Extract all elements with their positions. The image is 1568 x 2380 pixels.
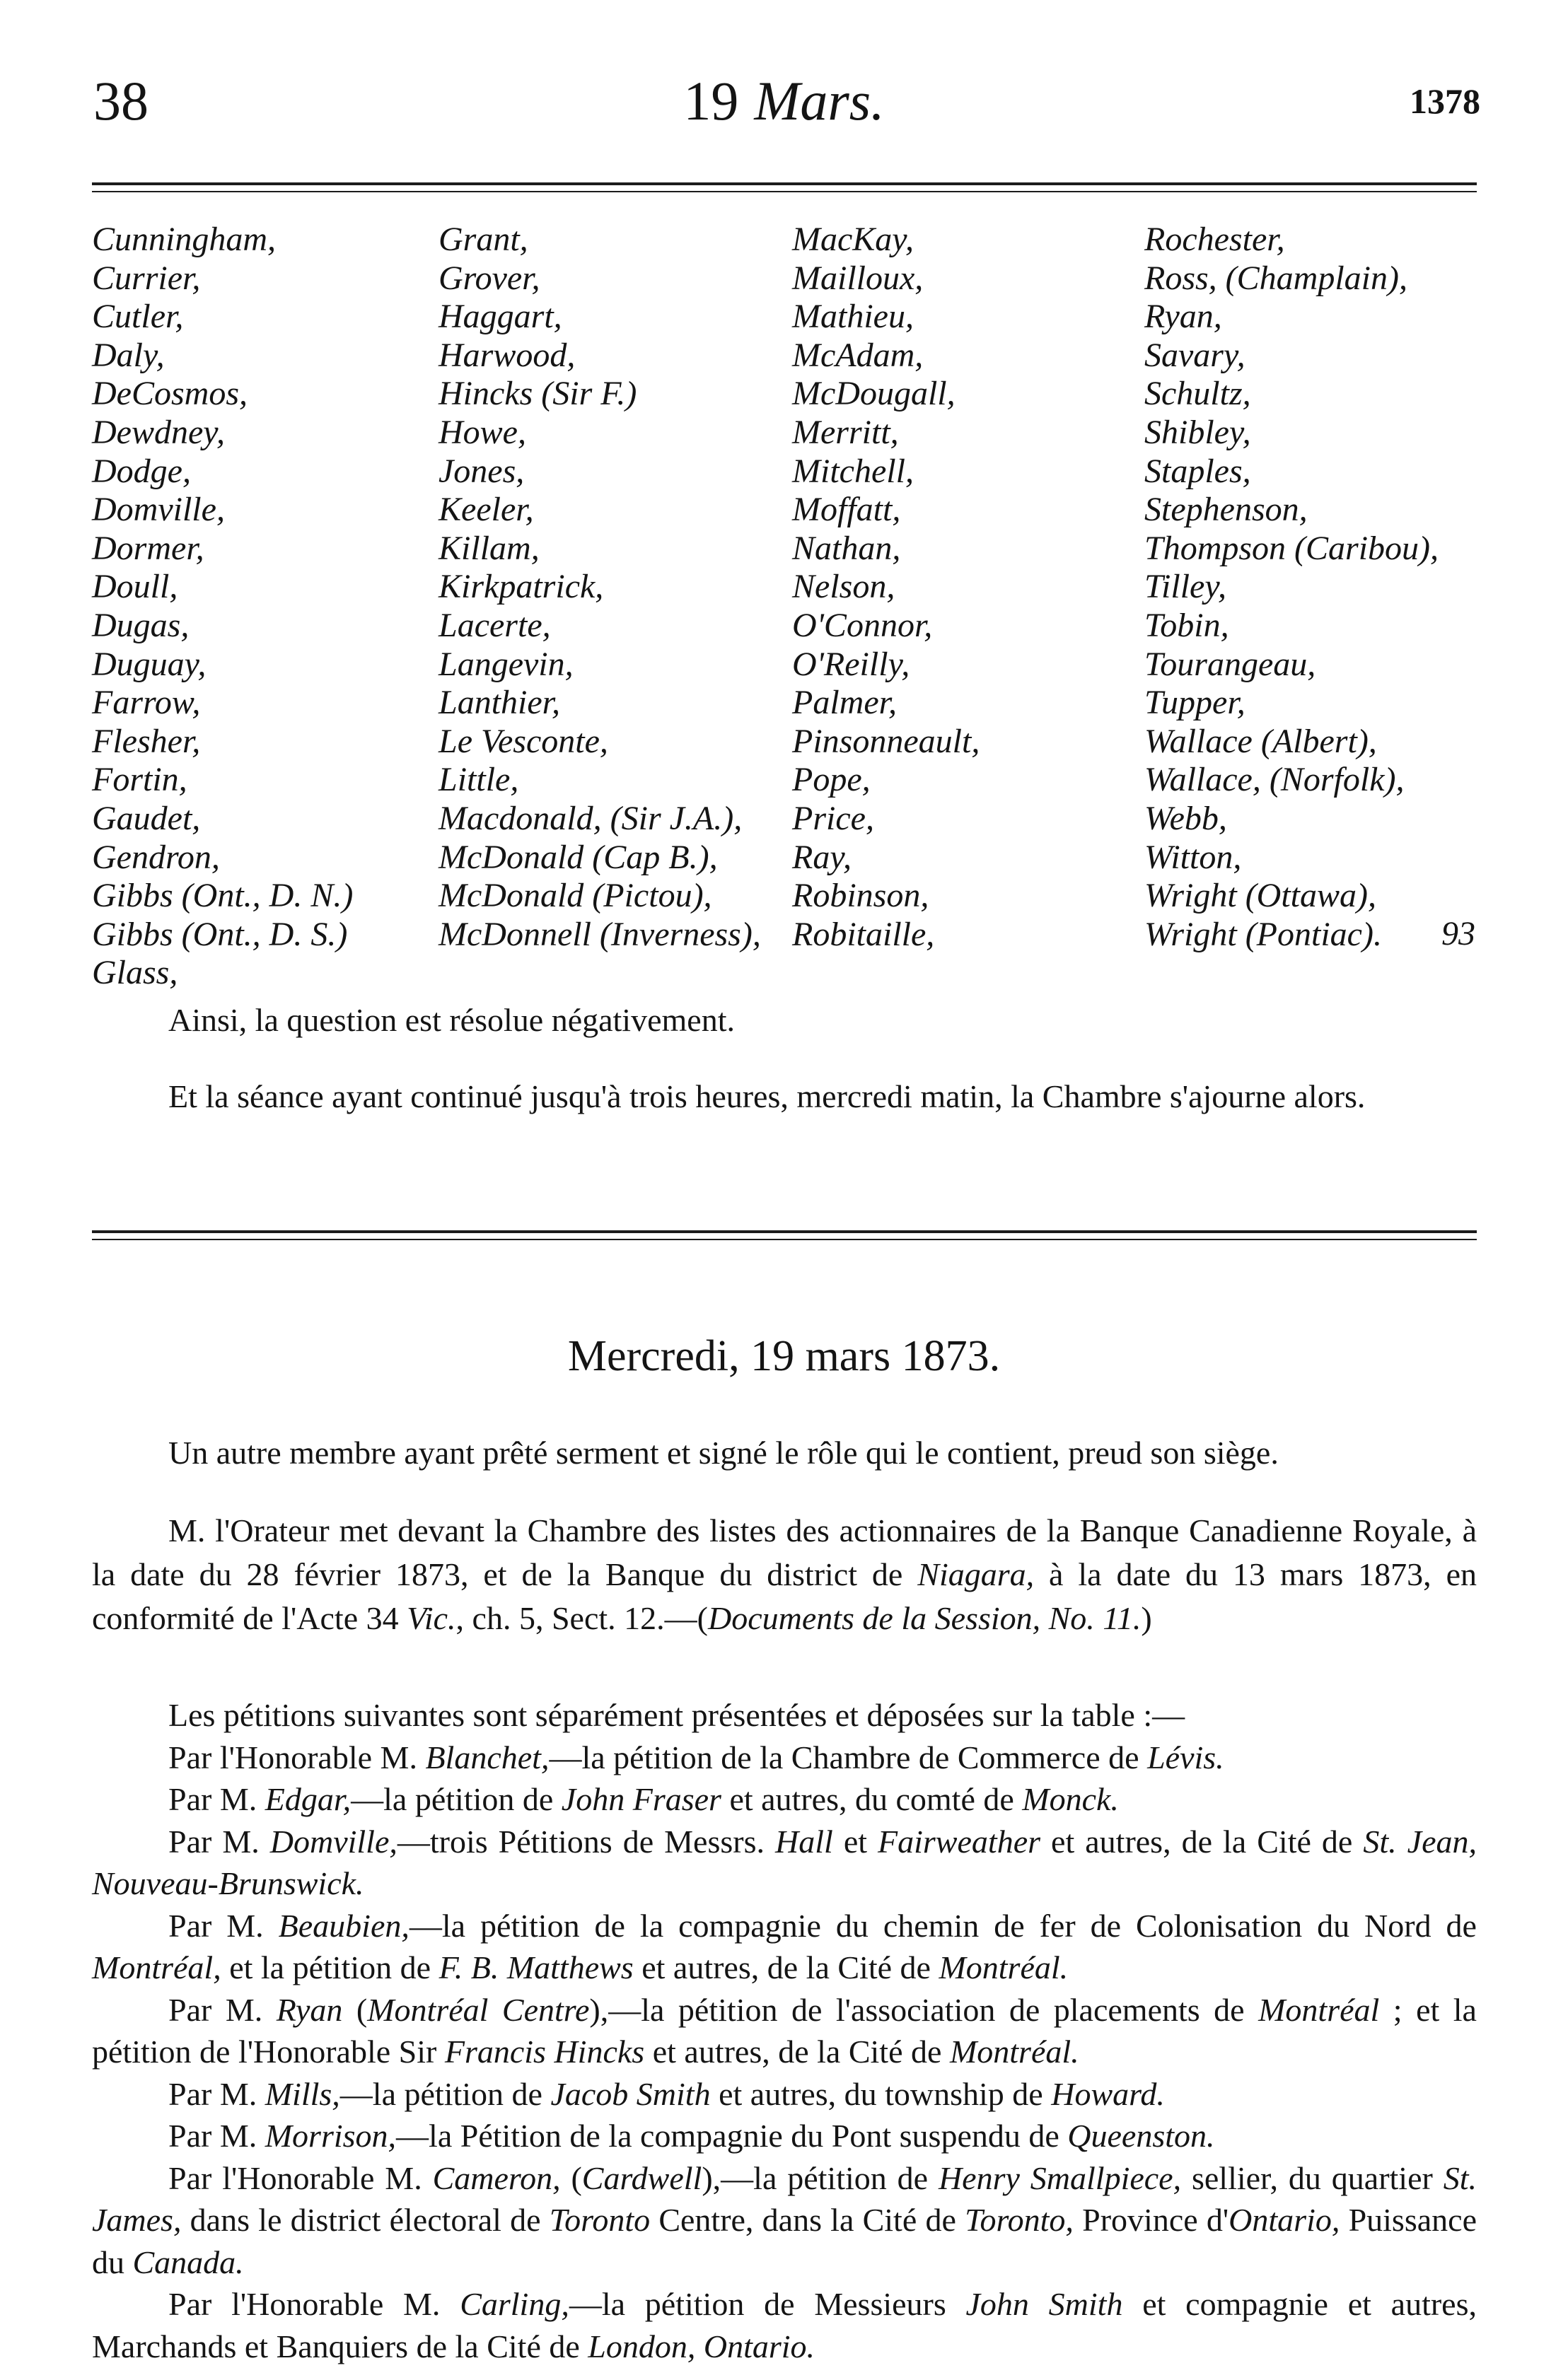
name-entry: Dormer, bbox=[92, 529, 204, 567]
member-oath-line: Un autre membre ayant prêté serment et signé le rôle qui le contient, preud son siège. bbox=[168, 1435, 1279, 1471]
petition-text: Par l'Honorable M. bbox=[168, 2159, 433, 2196]
petition-text: Par M. bbox=[168, 2075, 265, 2112]
petition-entry bbox=[92, 2073, 1477, 2116]
petition-entry bbox=[92, 2283, 1477, 2367]
names-column-4 bbox=[1144, 221, 1439, 954]
name-entry: Ray, bbox=[792, 838, 852, 876]
member-name: Morrison, bbox=[265, 2118, 397, 2154]
name-entry: Tilley, bbox=[1144, 568, 1227, 606]
name-entry: Gibbs (Ont., D. S.) bbox=[92, 915, 348, 953]
journal-number: 1378 bbox=[1410, 81, 1480, 121]
member-name: Mills, bbox=[265, 2075, 340, 2112]
place-name: Lévis. bbox=[1147, 1739, 1224, 1775]
name-entry: Wallace (Albert), bbox=[1144, 722, 1377, 760]
name-entry: Grover, bbox=[439, 259, 540, 297]
petition-text: —la pétition de Messieurs bbox=[569, 2286, 966, 2322]
name-entry: Pope, bbox=[792, 761, 871, 799]
name-entry: Little, bbox=[439, 761, 519, 799]
name-entry: McDonald (Cap B.), bbox=[439, 838, 718, 876]
petition-text: et bbox=[832, 1823, 878, 1860]
petition-text: Par M. bbox=[168, 2118, 265, 2154]
petition-text: Par l'Honorable M. bbox=[168, 1739, 426, 1775]
member-name: Beaubien, bbox=[278, 1907, 410, 1944]
petition-text: —trois Pétitions de Messrs. bbox=[397, 1823, 776, 1860]
petition-text: Par M. bbox=[168, 1823, 270, 1860]
name-entry: Howe, bbox=[439, 413, 526, 451]
petition-text: et la pétition de bbox=[221, 1949, 439, 1985]
petition-text: et compagnie et autres, Marchands et Banquiers de la Cité de bbox=[92, 2286, 1477, 2364]
name-entry: Tobin, bbox=[1144, 606, 1229, 644]
place-name: Monck. bbox=[1022, 1781, 1119, 1817]
name-entry: Flesher, bbox=[92, 722, 201, 760]
name-entry: Price, bbox=[792, 799, 874, 837]
petition-text: ( bbox=[560, 2159, 582, 2196]
petition-text: sellier, du quartier bbox=[1181, 2159, 1444, 2196]
name-entry: Lanthier, bbox=[439, 684, 561, 722]
name-entry: Gibbs (Ont., D. N.) bbox=[92, 877, 354, 915]
petitioner-name: Fairweather bbox=[878, 1823, 1041, 1860]
name-entry: Killam, bbox=[439, 529, 540, 567]
name-entry: Wright (Ottawa), bbox=[1144, 877, 1377, 915]
place-name: Ontario, bbox=[1229, 2202, 1340, 2238]
name-entry: Palmer, bbox=[792, 684, 897, 722]
member-name: Carling, bbox=[460, 2286, 569, 2322]
name-entry: Dewdney, bbox=[92, 413, 225, 451]
place-name: Toronto, bbox=[965, 2202, 1074, 2238]
name-entry: Pinsonneault, bbox=[792, 722, 980, 760]
petition-text: —la pétition de bbox=[339, 2075, 551, 2112]
names-column-2 bbox=[439, 221, 761, 954]
name-entry: Le Vesconte, bbox=[439, 722, 608, 760]
place-name: Montréal, bbox=[92, 1949, 221, 1985]
name-entry: Nelson, bbox=[792, 568, 895, 606]
name-entry: Dodge, bbox=[92, 452, 191, 490]
running-head-date bbox=[0, 62, 1568, 140]
name-entry: Kirkpatrick, bbox=[439, 568, 604, 606]
name-entry: Mathieu, bbox=[792, 298, 914, 336]
petition-text: dans le district électoral de bbox=[181, 2202, 550, 2238]
name-entry: Jones, bbox=[439, 452, 525, 490]
member-name: Blanchet, bbox=[425, 1739, 550, 1775]
place-name: Queenston. bbox=[1067, 2118, 1215, 2154]
names-column-1 bbox=[92, 221, 353, 993]
name-entry: McDougall, bbox=[792, 375, 956, 413]
name-entry: Ryan, bbox=[1144, 298, 1222, 336]
header-rule-top bbox=[92, 182, 1477, 185]
name-entry: Domville, bbox=[92, 491, 225, 529]
name-entry: Gaudet, bbox=[92, 799, 201, 837]
member-name: Cameron, bbox=[432, 2159, 561, 2196]
name-entry: Fortin, bbox=[92, 761, 187, 799]
name-entry: Moffatt, bbox=[792, 491, 901, 529]
name-entry: Hincks (Sir F.) bbox=[439, 375, 637, 413]
petition-text: et autres, du comté de bbox=[721, 1781, 1023, 1817]
name-entry: Doull, bbox=[92, 568, 178, 606]
name-entry: Cutler, bbox=[92, 298, 184, 336]
name-entry: Currier, bbox=[92, 259, 201, 297]
petition-text: Province d' bbox=[1073, 2202, 1229, 2238]
division-list bbox=[92, 221, 1478, 1013]
petition-entry bbox=[92, 2115, 1477, 2157]
petition-text: Puissance du bbox=[92, 2202, 1477, 2280]
name-entry: Wallace, (Norfolk), bbox=[1144, 761, 1405, 799]
member-name: Ryan bbox=[276, 1991, 343, 2028]
name-entry: McAdam, bbox=[792, 336, 924, 374]
place-name: Montréal. bbox=[939, 1949, 1069, 1985]
name-entry: Merritt, bbox=[792, 413, 899, 451]
petition-entry bbox=[92, 2157, 1477, 2284]
petition-text: —la pétition de bbox=[351, 1781, 562, 1817]
speaker-text-a: M. l'Orateur met devant la Chambre des listes des actionnaires de la Banque Canadienne Royale, à la date du 28 février 1873, et de la Banque du district de bbox=[92, 1512, 1477, 1592]
name-entry: Lacerte, bbox=[439, 606, 551, 644]
petition-text: ),—la pétition de bbox=[702, 2159, 939, 2196]
petition-text: et autres, de la Cité de bbox=[1040, 1823, 1364, 1860]
petition-text: Centre, dans la Cité de bbox=[650, 2202, 965, 2238]
resolution-line: Ainsi, la question est résolue négativement. bbox=[168, 1002, 735, 1038]
petitioner-name: Jacob Smith bbox=[550, 2075, 711, 2112]
petitioner-name: Francis Hincks bbox=[444, 2034, 645, 2070]
name-entry: Robitaille, bbox=[792, 915, 935, 953]
place-name: St. James, bbox=[92, 2159, 1477, 2238]
petition-text: —la pétition de la compagnie du chemin de fer de Colonisation du Nord de bbox=[409, 1907, 1477, 1944]
name-entry: Haggart, bbox=[439, 298, 562, 336]
petitioner-name: Henry Smallpiece, bbox=[938, 2159, 1182, 2196]
place-name: Canada. bbox=[132, 2244, 244, 2280]
names-column-3 bbox=[792, 221, 980, 954]
name-entry: Langevin, bbox=[439, 645, 574, 683]
page-number: 38 bbox=[93, 70, 149, 132]
name-entry: Harwood, bbox=[439, 336, 576, 374]
place-name: London, Ontario. bbox=[588, 2328, 815, 2364]
petition-text: Par l'Honorable M. bbox=[168, 2286, 460, 2322]
name-entry: Grant, bbox=[439, 221, 528, 258]
petitions-intro: Les pétitions suivantes sont séparément présentées et déposées sur la table :— bbox=[168, 1697, 1185, 1733]
petition-entry bbox=[92, 1778, 1477, 1821]
name-entry: Dugas, bbox=[92, 606, 190, 644]
vote-tally: 93 bbox=[1441, 915, 1475, 952]
name-entry: Tupper, bbox=[1144, 684, 1245, 722]
petition-text: ; et la pétition de l'Honorable Sir bbox=[92, 1991, 1477, 2070]
name-entry: Macdonald, (Sir J.A.), bbox=[439, 799, 743, 837]
place-niagara: Niagara, bbox=[917, 1556, 1035, 1592]
name-entry: Robinson, bbox=[792, 877, 929, 915]
act-vic: Vic. bbox=[407, 1600, 456, 1636]
petition-text: et autres, de la Cité de bbox=[633, 1949, 939, 1985]
name-entry: O'Connor, bbox=[792, 606, 933, 644]
member-name: Domville, bbox=[269, 1823, 397, 1860]
name-entry: Rochester, bbox=[1144, 221, 1285, 258]
riding-name: Montréal Centre bbox=[367, 1991, 590, 2028]
petition-entry bbox=[92, 1737, 1477, 1779]
name-entry: Stephenson, bbox=[1144, 491, 1308, 529]
petitioner-name: F. B. Matthews bbox=[439, 1949, 634, 1985]
petition-entry bbox=[92, 1989, 1477, 2073]
name-entry: Savary, bbox=[1144, 336, 1245, 374]
session-documents-ref: Documents de la Session, No. 11. bbox=[707, 1600, 1142, 1636]
speaker-text-d: ) bbox=[1141, 1600, 1152, 1636]
section-title: Mercredi, 19 mars 1873. bbox=[567, 1332, 1001, 1380]
name-entry: Ross, (Champlain), bbox=[1144, 259, 1407, 297]
place-name: Montréal. bbox=[949, 2034, 1079, 2070]
name-entry: McDonnell (Inverness), bbox=[439, 915, 761, 953]
petition-text: et autres, de la Cité de bbox=[644, 2034, 950, 2070]
name-entry: Wright (Pontiac). bbox=[1144, 915, 1382, 953]
petition-text: —la pétition de la Chambre de Commerce de bbox=[549, 1739, 1148, 1775]
place-name: St. Jean, Nouveau-Brunswick. bbox=[92, 1823, 1477, 1901]
name-entry: Mitchell, bbox=[792, 452, 914, 490]
petitions-section bbox=[92, 1694, 1477, 2367]
name-entry: Duguay, bbox=[92, 645, 207, 683]
name-entry: Cunningham, bbox=[92, 221, 277, 258]
place-name: Howard. bbox=[1051, 2075, 1165, 2112]
section-rule-top bbox=[92, 1230, 1477, 1233]
petition-entry bbox=[92, 1821, 1477, 1905]
name-entry: Mailloux, bbox=[792, 259, 924, 297]
name-entry: Webb, bbox=[1144, 799, 1227, 837]
name-entry: Witton, bbox=[1144, 838, 1242, 876]
petition-text: ),—la pétition de l'association de placements de bbox=[589, 1991, 1259, 2028]
riding-name: Cardwell bbox=[581, 2159, 702, 2196]
speaker-paragraph bbox=[92, 1509, 1477, 1640]
petition-text: —la Pétition de la compagnie du Pont suspendu de bbox=[396, 2118, 1068, 2154]
speaker-text-b: à la date du 13 mars 1873, en conformité de l'Acte 34 bbox=[92, 1556, 1477, 1636]
header-rule-bottom bbox=[92, 191, 1477, 192]
name-entry: Nathan, bbox=[792, 529, 901, 567]
adjournment-paragraph: Et la séance ayant continué jusqu'à trois heures, mercredi matin, la Chambre s'ajourne alors. bbox=[168, 1078, 1366, 1114]
name-entry: DeCosmos, bbox=[92, 375, 248, 413]
petition-text: Par M. bbox=[168, 1991, 277, 2028]
petitioner-name: John Fraser bbox=[561, 1781, 721, 1817]
date-month: Mars. bbox=[754, 70, 885, 132]
petition-text: ( bbox=[342, 1991, 368, 2028]
date-day: 19 bbox=[683, 70, 739, 132]
petitioner-name: Hall bbox=[775, 1823, 833, 1860]
petition-text: Par M. bbox=[168, 1781, 265, 1817]
name-entry: Keeler, bbox=[439, 491, 534, 529]
speaker-text-c: , ch. 5, Sect. 12.—( bbox=[455, 1600, 708, 1636]
petitioner-name: John Smith bbox=[965, 2286, 1123, 2322]
place-name: Toronto bbox=[549, 2202, 651, 2238]
name-entry: McDonald (Pictou), bbox=[439, 877, 712, 915]
name-entry: MacKay, bbox=[792, 221, 914, 258]
name-entry: Thompson (Caribou), bbox=[1144, 529, 1439, 567]
name-entry: Glass, bbox=[92, 954, 178, 992]
member-name: Edgar, bbox=[265, 1781, 352, 1817]
name-entry: Daly, bbox=[92, 336, 165, 374]
petition-text: Par M. bbox=[168, 1907, 279, 1944]
name-entry: O'Reilly, bbox=[792, 645, 910, 683]
section-rule-bottom bbox=[92, 1239, 1477, 1240]
petition-text: et autres, du township de bbox=[710, 2075, 1052, 2112]
name-entry: Schultz, bbox=[1144, 375, 1251, 413]
name-entry: Shibley, bbox=[1144, 413, 1251, 451]
place-name: Montréal bbox=[1258, 1991, 1380, 2028]
name-entry: Tourangeau, bbox=[1144, 645, 1316, 683]
name-entry: Staples, bbox=[1144, 452, 1251, 490]
name-entry: Farrow, bbox=[92, 684, 201, 722]
name-entry: Gendron, bbox=[92, 838, 220, 876]
petition-entry bbox=[92, 1905, 1477, 1989]
